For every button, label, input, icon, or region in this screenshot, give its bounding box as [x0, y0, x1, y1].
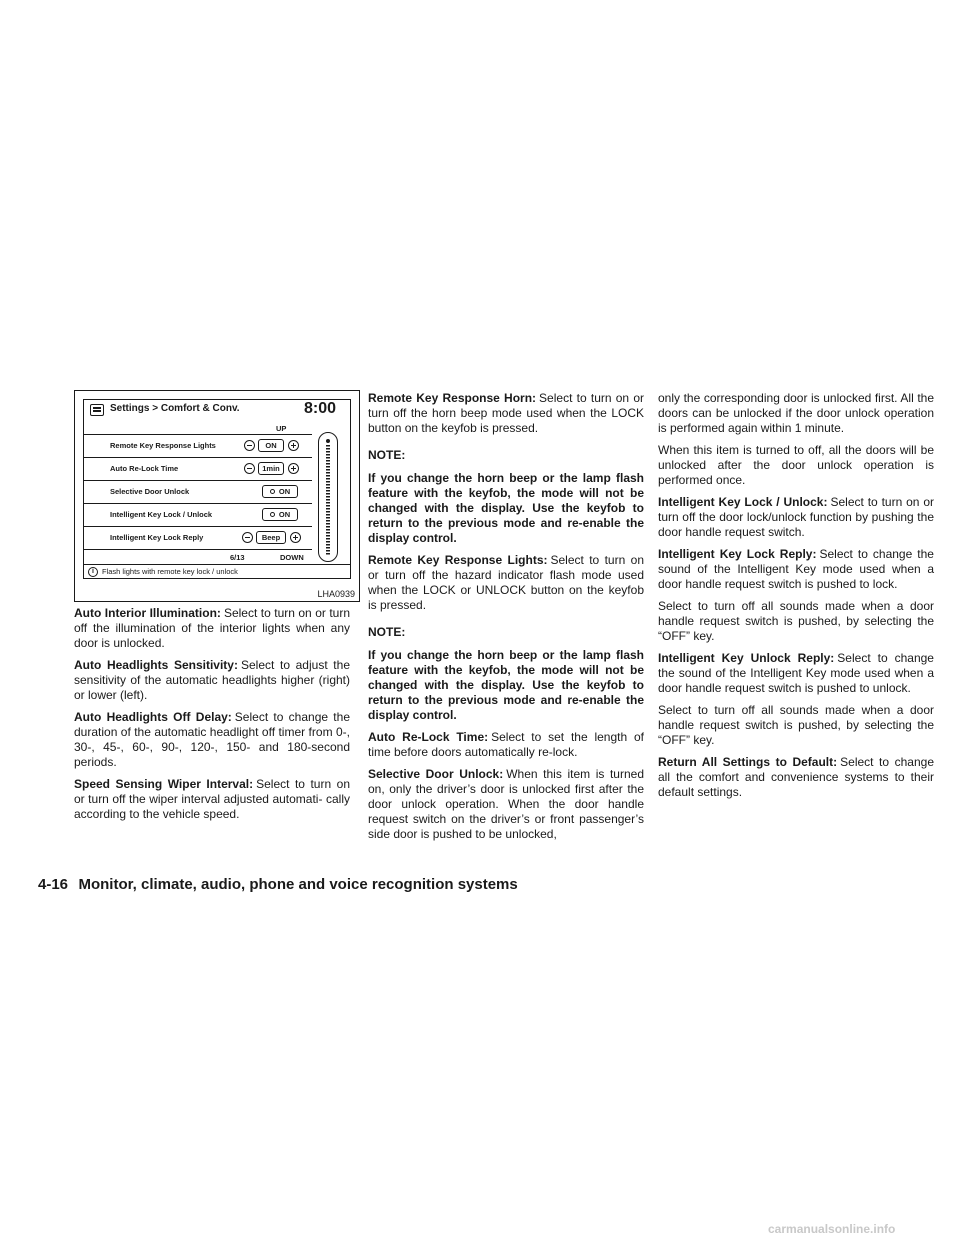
paragraph — [368, 767, 644, 842]
row-toggle — [262, 508, 298, 521]
term: Intelligent Key Unlock Reply: — [658, 651, 835, 665]
term: Speed Sensing Wiper Interval: — [74, 777, 254, 791]
term: Return All Settings to Default: — [658, 755, 838, 769]
note-heading: NOTE: — [368, 625, 406, 639]
paragraph — [658, 755, 934, 800]
minus-icon — [244, 440, 255, 451]
term: Selective Door Unlock: — [368, 767, 504, 781]
paragraph — [368, 730, 644, 760]
plus-icon — [288, 463, 299, 474]
minus-icon — [242, 532, 253, 543]
figure-code: LHA0939 — [317, 589, 355, 599]
row-value: ON — [278, 510, 291, 519]
toggle-indicator-icon — [270, 512, 275, 517]
text-column-3 — [658, 391, 934, 807]
row-toggle — [262, 485, 298, 498]
scroll-track — [326, 445, 330, 555]
scroll-down-label: DOWN — [280, 553, 304, 562]
screen-header — [84, 400, 350, 420]
paragraph-text: Select to turn on or turn off the wiper interval adjusted automati- cally according to the vehicle speed. — [74, 777, 350, 821]
term: Auto Re-Lock Time: — [368, 730, 489, 744]
row-divider — [84, 549, 312, 550]
screen-title: Settings > Comfort & Conv. — [110, 403, 240, 414]
paragraph: only the corresponding door is unlocked first. All the doors can be unlocked if the door unlock operation is performed again within 1 minute. — [658, 391, 934, 435]
paragraph-text: Select to turn on or turn off the illumination of the interior lights when any door is unlocked. — [74, 606, 351, 650]
paragraph — [368, 391, 644, 436]
row-value: ON — [258, 439, 284, 452]
paragraph-text: When this item is turned on, only the driver’s door is unlocked first after the door unlock operation. When the door handle request switch on the driver’s or front passenger’s side door is pushed to be unlocked, — [368, 767, 644, 841]
menu-row-remote-key-response-lights — [84, 435, 312, 457]
info-text: Flash lights with remote key lock / unlock — [102, 567, 238, 576]
paragraph-text: Select to change the sound of the Intelligent Key mode used when a door handle request switch is pushed to lock. — [658, 547, 934, 591]
note-body: If you change the horn beep or the lamp flash feature with the keyfob, the mode will not be changed with the display. Use the keyfob to return to the previous mode and re-enable the display control. — [368, 471, 644, 545]
scroll-position-icon — [326, 439, 330, 443]
paragraph-text: Select to change the duration of the automatic headlight off timer from 0-, 30-, 45-, 60-, 90-, 120-, 150- and 180-second periods. — [74, 710, 350, 769]
settings-screen — [83, 399, 351, 579]
paragraph: When this item is turned to off, all the doors will be unlocked after the door unlock operation is performed once. — [658, 443, 934, 487]
term: Auto Headlights Off Delay: — [74, 710, 232, 724]
paragraph — [74, 658, 350, 703]
settings-screen-figure — [74, 390, 360, 602]
paragraph-text: Select to adjust the sensitivity of the automatic headlights higher (right) or lower (left). — [74, 658, 350, 702]
toggle-indicator-icon — [270, 489, 275, 494]
screen-clock: 8:00 — [303, 400, 336, 417]
term: Auto Interior Illumination: — [74, 606, 221, 620]
paragraph-text: Select to change the sound of the Intelligent Key mode used when a door handle request switch is pushed to unlock. — [658, 651, 934, 695]
term: Intelligent Key Lock / Unlock: — [658, 495, 828, 509]
plus-icon — [288, 440, 299, 451]
scrollbar — [318, 432, 338, 562]
paragraph: Select to turn off all sounds made when a door handle request switch is pushed, by selecting the “OFF” key. — [658, 703, 934, 747]
minus-icon — [244, 463, 255, 474]
plus-icon — [290, 532, 301, 543]
row-label: Auto Re-Lock Time — [110, 464, 179, 473]
section-title: Monitor, climate, audio, phone and voice recognition systems — [78, 876, 518, 893]
scroll-up-label: UP — [276, 424, 287, 433]
paragraph — [658, 547, 934, 592]
paragraph-text: Select to set the length of time before doors automatically re-lock. — [368, 730, 644, 759]
paragraph — [658, 651, 934, 696]
row-value: Beep — [256, 531, 286, 544]
paragraph-text: Select to turn on or turn off the door lock/unlock function by pushing the door handle request switch. — [658, 495, 934, 539]
term: Auto Headlights Sensitivity: — [74, 658, 238, 672]
paragraph — [658, 495, 934, 540]
row-label: Selective Door Unlock — [110, 487, 190, 496]
paragraph — [74, 710, 350, 770]
page-footer — [38, 876, 518, 894]
paragraph — [74, 606, 350, 651]
page-indicator: 6/13 — [230, 553, 245, 562]
watermark: carmanualsonline.info — [768, 1222, 896, 1236]
paragraph — [74, 777, 350, 822]
note-body: If you change the horn beep or the lamp flash feature with the keyfob, the mode will not be changed with the display. Use the keyfob to return to the previous mode and re-enable the display control. — [368, 648, 644, 722]
paragraph — [368, 553, 644, 613]
row-label: Intelligent Key Lock / Unlock — [110, 510, 213, 519]
settings-screen-icon — [90, 404, 104, 416]
paragraph-text: Select to turn on or turn off the hazard indicator flash mode used when the LOCK or UNLOCK button on the keyfob is pressed. — [368, 553, 644, 612]
row-value: 1min — [258, 462, 284, 475]
paragraph: Select to turn off all sounds made when a door handle request switch is pushed, by selecting the “OFF” key. — [658, 599, 934, 643]
term: Intelligent Key Lock Reply: — [658, 547, 817, 561]
row-label: Remote Key Response Lights — [110, 441, 216, 450]
term: Remote Key Response Lights: — [368, 553, 548, 567]
text-column-2 — [368, 391, 644, 849]
info-icon: i — [88, 567, 98, 577]
info-divider — [84, 564, 350, 565]
menu-row-intelligent-key-lock-unlock — [84, 504, 312, 526]
page-number: 4-16 — [38, 876, 69, 893]
note-heading: NOTE: — [368, 448, 406, 462]
text-column-1 — [74, 606, 350, 829]
menu-row-selective-door-unlock — [84, 481, 312, 503]
menu-row-intelligent-key-lock-reply — [84, 527, 312, 549]
row-value: ON — [278, 487, 291, 496]
paragraph-text: Select to change all the comfort and convenience systems to their default settings. — [658, 755, 934, 799]
menu-row-auto-re-lock-time — [84, 458, 312, 480]
term: Remote Key Response Horn: — [368, 391, 537, 405]
row-label: Intelligent Key Lock Reply — [110, 533, 204, 542]
paragraph-text: Select to turn on or turn off the horn beep mode used when the LOCK button on the keyfob is pressed. — [368, 391, 644, 435]
